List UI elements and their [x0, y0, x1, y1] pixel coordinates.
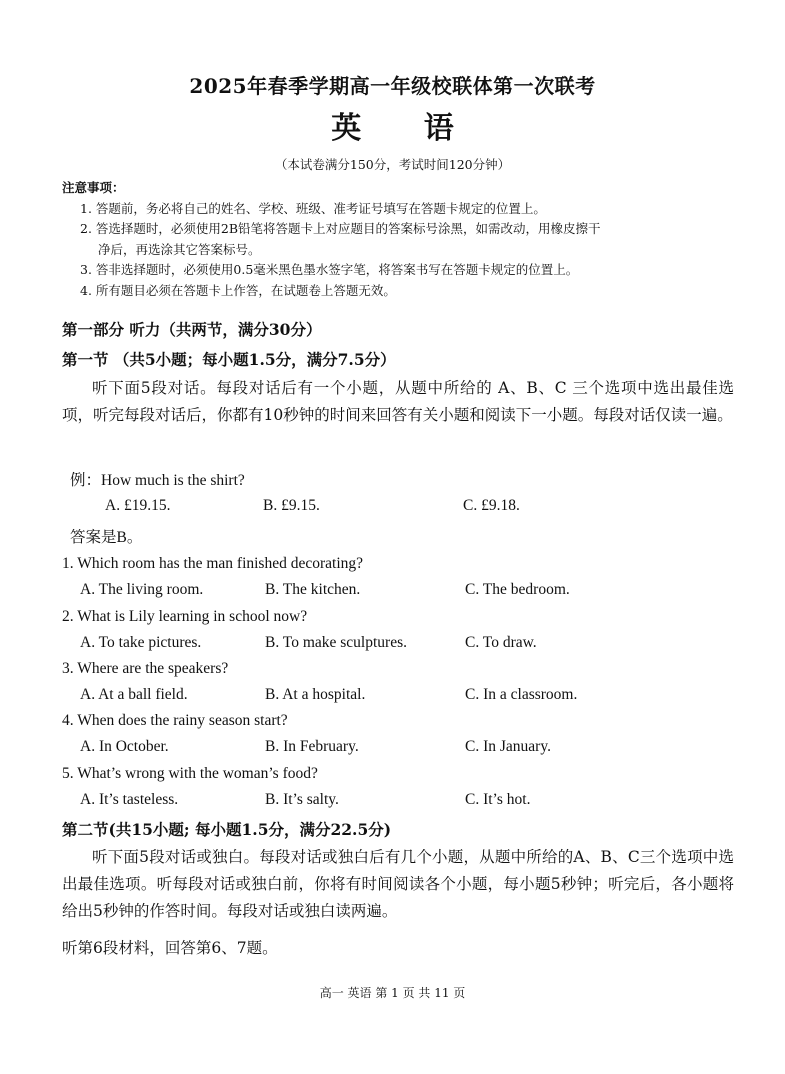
example-answer: 答案是B。 [70, 529, 143, 546]
part1-heading: 第一部分 听力（共两节，满分30分） [62, 320, 322, 339]
question-1-option-a: A. The living room. [80, 581, 204, 598]
question-1: 1. Which room has the man finished decorating? [62, 555, 364, 572]
note-item: 3. 答非选择题时，必须使用0.5毫米黑色墨水签字笔，将答案书写在答题卡规定的位置上。 [80, 262, 579, 277]
subject-title: 英 语 [331, 111, 480, 146]
note-item: 4. 所有题目必须在答题卡上作答，在试题卷上答题无效。 [80, 282, 396, 298]
section2-heading: 第二节(共15小题; 每小题1.5分，满分22.5分) [62, 820, 392, 839]
question-4-option-c: C. In January. [465, 738, 551, 755]
question-1-option-b: B. The kitchen. [265, 581, 361, 598]
question-4: 4. When does the rainy season start? [62, 712, 288, 729]
section2-material: 听第6段材料，回答第6、7题。 [62, 939, 278, 957]
example-option-c: C. £9.18. [463, 497, 520, 514]
question-3: 3. Where are the speakers? [62, 660, 229, 677]
section1-instructions: 听下面5段对话。每段对话后有一个小题，从题中所给的 A、B、C 三个选项中选出最佳选项，听完每段对话后，你都有10秒钟的时间来回答有关小题和阅读下一小题。每段对话仅读一遍。 [62, 379, 734, 424]
note-item: 2. 答选择题时，必须使用2B铅笔将答题卡上对应题目的答案标号涂黑，如需改动，用橡皮擦干 [80, 221, 601, 236]
question-3-option-c: C. In a classroom. [465, 686, 578, 703]
question-1-option-c: C. The bedroom. [465, 581, 570, 598]
score-note: （本试卷满分150分，考试时间120分钟） [274, 157, 511, 172]
question-3-option-a: A. At a ball field. [80, 686, 188, 703]
question-4-option-b: B. In February. [265, 738, 359, 755]
question-2: 2. What is Lily learning in school now? [62, 608, 308, 625]
exam-title: 2025年春季学期高一年级校联体第一次联考 [189, 74, 596, 98]
question-2-option-b: B. To make sculptures. [265, 634, 407, 651]
note-item-continuation: 净后，再选涂其它答案标号。 [98, 241, 261, 257]
example-question: 例：How much is the shirt? [70, 472, 245, 489]
note-item: 1. 答题前，务必将自己的姓名、学校、班级、准考证号填写在答题卡规定的位置上。 [80, 200, 546, 216]
question-4-option-a: A. In October. [80, 738, 169, 755]
question-2-option-c: C. To draw. [465, 634, 537, 651]
example-option-a: A. £19.15. [105, 497, 171, 514]
question-5-option-b: B. It’s salty. [265, 791, 339, 808]
section1-heading: 第一节 （共5小题；每小题1.5分，满分7.5分） [62, 350, 396, 369]
notes-title: 注意事项： [62, 180, 125, 195]
question-5-option-a: A. It’s tasteless. [80, 791, 179, 808]
notes-block [62, 178, 742, 301]
example-option-b: B. £9.15. [263, 497, 320, 514]
question-5: 5. What’s wrong with the woman’s food? [62, 765, 318, 782]
page-footer: 高一 英语 第 1 页 共 11 页 [319, 986, 466, 1000]
question-2-option-a: A. To take pictures. [80, 634, 202, 651]
question-5-option-c: C. It’s hot. [465, 791, 531, 808]
section2-instructions: 听下面5段对话或独白。每段对话或独白后有几个小题，从题中所给的A、B、C三个选项中选出最佳选项。听每段对话或独白前，你将有时间阅读各个小题，每小题5秒钟；听完后，各小题将给出5秒钟的作答时间。每段对话或独白读两遍。 [62, 848, 734, 920]
question-3-option-b: B. At a hospital. [265, 686, 366, 703]
